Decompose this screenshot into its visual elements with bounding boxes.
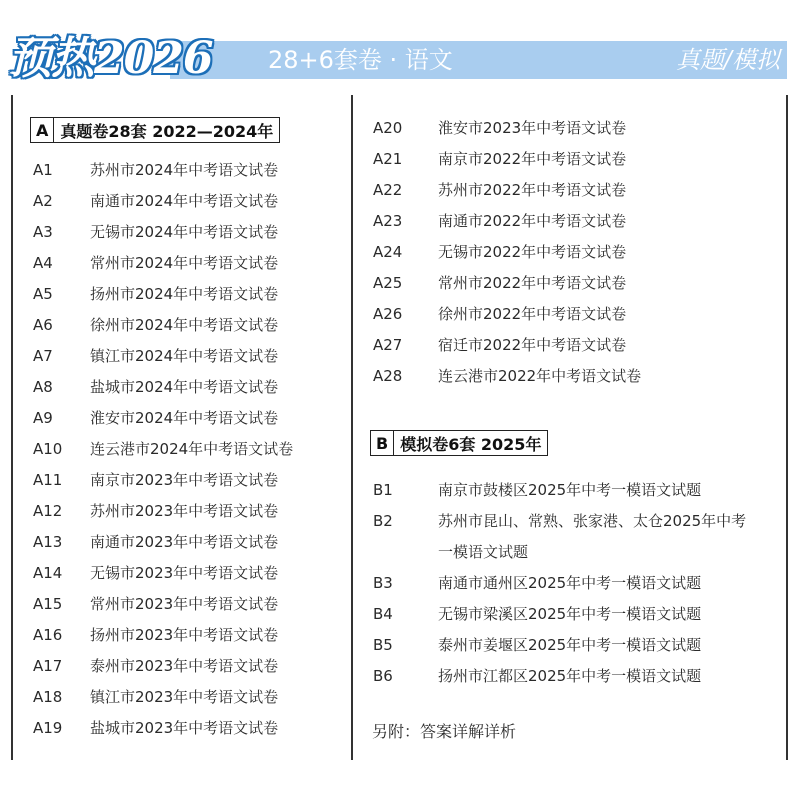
section-title: 模拟卷6套 2025年 xyxy=(400,434,542,454)
appendix-note: 另附：答案详解详析 xyxy=(372,722,517,741)
item-title: 泰州市姜堰区2025年中考一模语文试题 xyxy=(438,636,702,654)
section-letter: A xyxy=(31,118,54,142)
header-tag: 真题/模拟 xyxy=(675,46,780,74)
item-title: 苏州市2024年中考语文试卷 xyxy=(90,161,279,179)
item-code: A10 xyxy=(33,440,63,458)
item-title: 泰州市2023年中考语文试卷 xyxy=(90,657,279,675)
item-code: A18 xyxy=(33,688,63,706)
brand-title: 预热2026 xyxy=(8,33,213,84)
item-code: A16 xyxy=(33,626,63,644)
item-title: 南通市2023年中考语文试卷 xyxy=(90,533,279,551)
item-code: B1 xyxy=(373,481,393,499)
item-code: A19 xyxy=(33,719,63,737)
header-subtitle: 28+6套卷 · 语文 xyxy=(268,46,453,74)
item-code: A11 xyxy=(33,471,63,489)
section-title: 真题卷28套 2022—2024年 xyxy=(60,121,274,141)
item-title: 苏州市昆山、常熟、张家港、太仓2025年中考 xyxy=(438,512,747,530)
section-a-header xyxy=(30,117,280,143)
item-code: A23 xyxy=(373,212,403,230)
item-code: A4 xyxy=(33,254,53,272)
item-title: 南通市2022年中考语文试卷 xyxy=(438,212,627,230)
item-title: 徐州市2022年中考语文试卷 xyxy=(438,305,627,323)
item-title: 淮安市2023年中考语文试卷 xyxy=(438,119,627,137)
left-border xyxy=(11,95,13,760)
item-title: 镇江市2023年中考语文试卷 xyxy=(90,688,279,706)
item-code: B6 xyxy=(373,667,393,685)
item-code: A9 xyxy=(33,409,53,427)
item-title: 盐城市2024年中考语文试卷 xyxy=(90,378,279,396)
item-code: A17 xyxy=(33,657,63,675)
item-title: 常州市2022年中考语文试卷 xyxy=(438,274,627,292)
item-title: 南通市2024年中考语文试卷 xyxy=(90,192,279,210)
section-letter: B xyxy=(371,431,394,455)
item-title: 连云港市2022年中考语文试卷 xyxy=(438,367,642,385)
item-code: A22 xyxy=(373,181,403,199)
item-code: B5 xyxy=(373,636,393,654)
item-code: A2 xyxy=(33,192,53,210)
item-code: A8 xyxy=(33,378,53,396)
item-title: 常州市2023年中考语文试卷 xyxy=(90,595,279,613)
item-code: A15 xyxy=(33,595,63,613)
item-title: 苏州市2023年中考语文试卷 xyxy=(90,502,279,520)
item-title: 常州市2024年中考语文试卷 xyxy=(90,254,279,272)
item-title: 镇江市2024年中考语文试卷 xyxy=(90,347,279,365)
item-title: 南通市通州区2025年中考一模语文试题 xyxy=(438,574,702,592)
item-title: 无锡市梁溪区2025年中考一模语文试题 xyxy=(438,605,702,623)
item-title: 宿迁市2022年中考语文试卷 xyxy=(438,336,627,354)
item-title: 南京市鼓楼区2025年中考一模语文试题 xyxy=(438,481,702,499)
item-title-continued: 一模语文试题 xyxy=(438,543,529,561)
item-code: B3 xyxy=(373,574,393,592)
item-title: 扬州市2024年中考语文试卷 xyxy=(90,285,279,303)
item-title: 无锡市2023年中考语文试卷 xyxy=(90,564,279,582)
item-code: A24 xyxy=(373,243,403,261)
item-title: 徐州市2024年中考语文试卷 xyxy=(90,316,279,334)
item-title: 无锡市2024年中考语文试卷 xyxy=(90,223,279,241)
item-code: B4 xyxy=(373,605,393,623)
item-code: A20 xyxy=(373,119,403,137)
item-code: A7 xyxy=(33,347,53,365)
item-title: 淮安市2024年中考语文试卷 xyxy=(90,409,279,427)
right-border xyxy=(786,95,788,760)
item-title: 盐城市2023年中考语文试卷 xyxy=(90,719,279,737)
item-title: 无锡市2022年中考语文试卷 xyxy=(438,243,627,261)
item-code: B2 xyxy=(373,512,393,530)
item-code: A27 xyxy=(373,336,403,354)
item-code: A26 xyxy=(373,305,403,323)
item-code: A13 xyxy=(33,533,63,551)
item-title: 扬州市2023年中考语文试卷 xyxy=(90,626,279,644)
item-code: A25 xyxy=(373,274,403,292)
column-divider xyxy=(351,95,353,760)
item-title: 苏州市2022年中考语文试卷 xyxy=(438,181,627,199)
item-code: A14 xyxy=(33,564,63,582)
item-title: 南京市2022年中考语文试卷 xyxy=(438,150,627,168)
item-code: A1 xyxy=(33,161,53,179)
item-code: A5 xyxy=(33,285,53,303)
item-title: 南京市2023年中考语文试卷 xyxy=(90,471,279,489)
item-code: A6 xyxy=(33,316,53,334)
item-code: A21 xyxy=(373,150,403,168)
section-b-header xyxy=(370,430,548,456)
item-title: 连云港市2024年中考语文试卷 xyxy=(90,440,294,458)
item-code: A12 xyxy=(33,502,63,520)
item-title: 扬州市江都区2025年中考一模语文试题 xyxy=(438,667,702,685)
item-code: A28 xyxy=(373,367,403,385)
item-code: A3 xyxy=(33,223,53,241)
